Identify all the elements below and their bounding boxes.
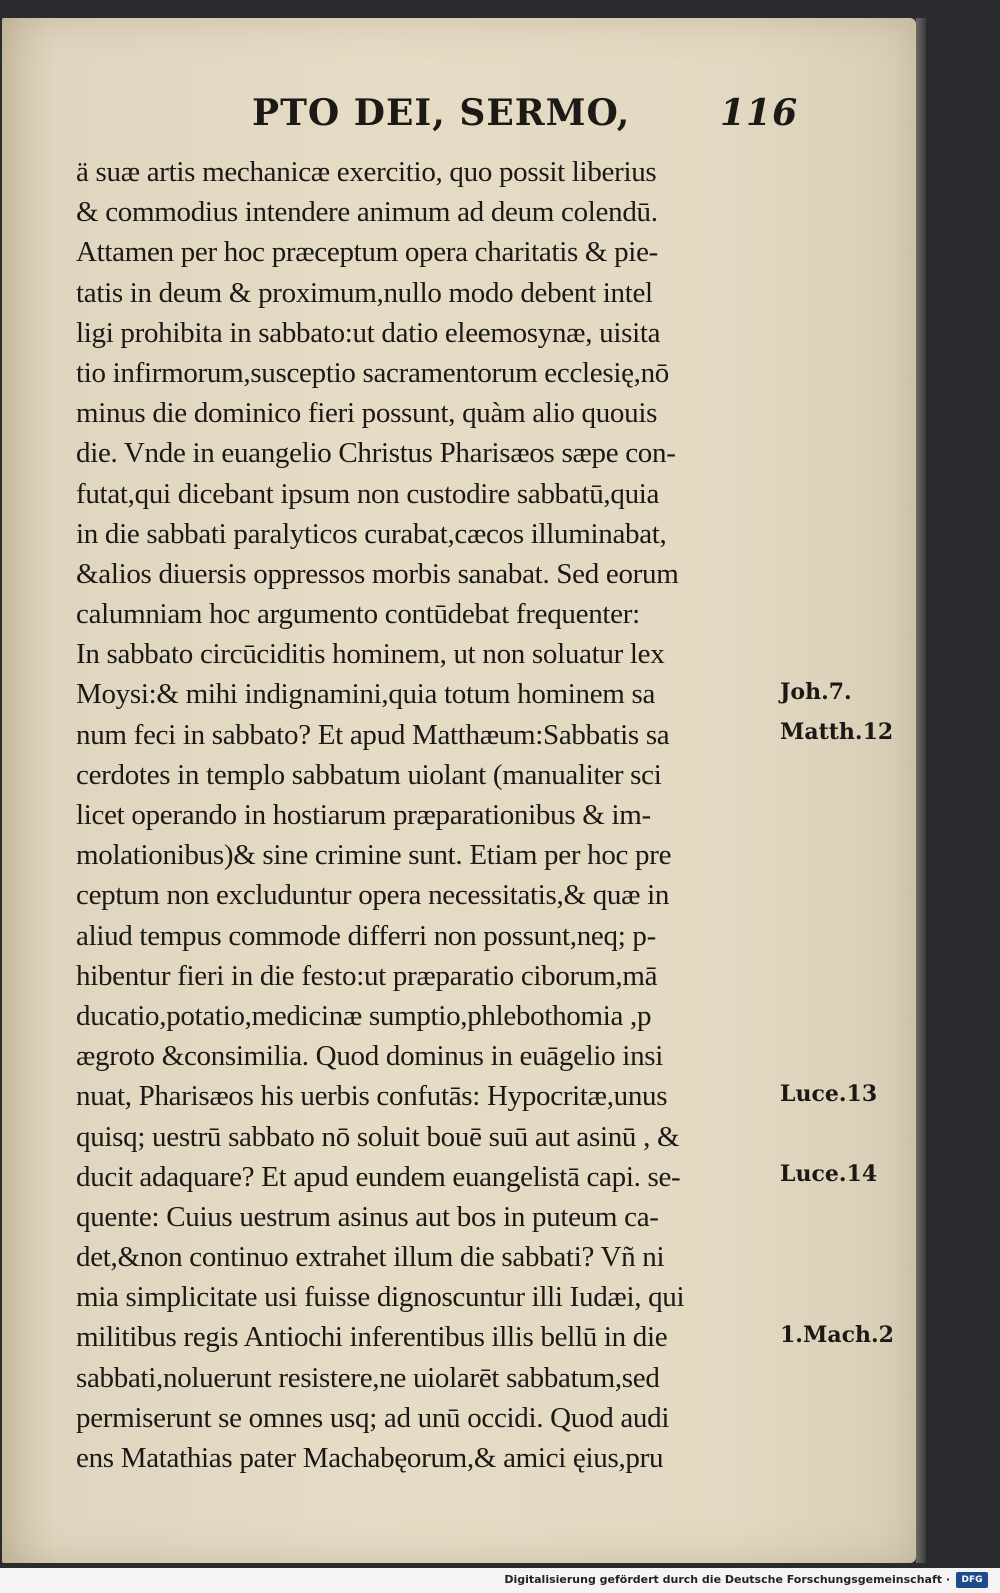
text-line: Attamen per hoc præceptum opera charitatis & pie-: [76, 236, 658, 269]
text-line: nuat, Pharisæos his uerbis confutās: Hypocritæ,unus: [76, 1080, 668, 1113]
text-line: ducatio,potatio,medicinæ sumptio,phlebothomia ,p: [76, 999, 652, 1032]
footer-credit: Digitalisierung gefördert durch die Deutsche Forschungsgemeinschaft ·: [504, 1573, 950, 1586]
text-line: quisq; uestrū sabbato nō soluit bouē suū aut asinū , &: [76, 1120, 680, 1153]
text-line: aliud tempus commode differri non possunt,neq; p-: [76, 919, 656, 952]
footer-bar: [0, 1568, 1000, 1593]
page-edge: [916, 18, 926, 1563]
text-line: ducit adaquare? Et apud eundem euangelistā capi. se-: [76, 1160, 681, 1193]
text-line: futat,qui dicebant ipsum non custodire sabbatū,quia: [76, 477, 660, 510]
text-line: mia simplicitate usi fuisse dignoscuntur illi Iudæi, qui: [76, 1281, 685, 1314]
running-head-title: PTO DEI, SERMO,: [252, 92, 631, 134]
text-line: minus die dominico fieri possunt, quàm alio quouis: [76, 397, 658, 430]
text-line: licet operando in hostiarum præparationibus & im-: [76, 799, 651, 831]
text-line: quente: Cuius uestrum asinus aut bos in puteum ca-: [76, 1200, 659, 1233]
text-line: die. Vnde in euangelio Christus Pharisæos sæpe con-: [76, 437, 676, 470]
text-line: In sabbato circūciditis hominem, ut non soluatur lex: [76, 638, 665, 671]
text-line: num feci in sabbato? Et apud Matthæum:Sabbatis sa: [76, 718, 670, 751]
margin-reference: Luce.14: [780, 1161, 878, 1187]
text-line: militibus regis Antiochi inferentibus illis bellū in die: [76, 1321, 668, 1354]
text-line: tio infirmorum,susceptio sacramentorum ecclesię,nō: [76, 356, 670, 389]
text-line: calumniam hoc argumento contūdebat frequenter:: [76, 598, 640, 631]
margin-reference: 1.Mach.2: [780, 1321, 894, 1348]
text-line: sabbati,noluerunt resistere,ne uiolarēt sabbatum,sed: [76, 1361, 660, 1394]
text-line: permiserunt se omnes usq; ad unū occidi. Quod audi: [76, 1401, 670, 1434]
dfg-logo: DFG: [956, 1572, 988, 1588]
text-line: in die sabbati paralyticos curabat,cæcos illuminabat,: [76, 517, 667, 550]
text-line: ligi prohibita in sabbato:ut datio eleemosynæ, uisita: [76, 316, 661, 349]
text-line: hibentur fieri in die festo:ut præparatio ciborum,mā: [76, 959, 658, 992]
text-line: det,&non continuo extrahet illum die sabbati? Vñ ni: [76, 1241, 665, 1274]
text-line: & commodius intendere animum ad deum colendū.: [76, 196, 658, 229]
margin-reference: Joh.7.: [780, 678, 852, 705]
text-line: &alios diuersis oppressos morbis sanabat. Sed eorum: [76, 557, 679, 590]
text-line: ceptum non excluduntur opera necessitatis,& quæ in: [76, 879, 670, 912]
text-line: cerdotes in templo sabbatum uiolant (manualiter sci: [76, 758, 662, 791]
text-line: ens Matathias pater Machabęorum,& amici ęius,pru: [76, 1442, 664, 1474]
margin-reference: Luce.13: [780, 1080, 878, 1107]
text-line: Moysi:& mihi indignamini,quia totum hominem sa: [76, 678, 656, 711]
body-text: [76, 152, 776, 1478]
text-line: tatis in deum & proximum,nullo modo debent intel: [76, 276, 653, 309]
text-line: ægroto &consimilia. Quod dominus in euāgelio insi: [76, 1040, 664, 1073]
text-line: molationibus)& sine crimine sunt. Etiam per hoc pre: [76, 839, 672, 872]
running-head: [252, 92, 812, 142]
text-line: ä suæ artis mechanicæ exercitio, quo possit liberius: [76, 156, 657, 188]
margin-reference: Matth.12: [780, 718, 894, 745]
folio-number: 116: [720, 92, 799, 134]
